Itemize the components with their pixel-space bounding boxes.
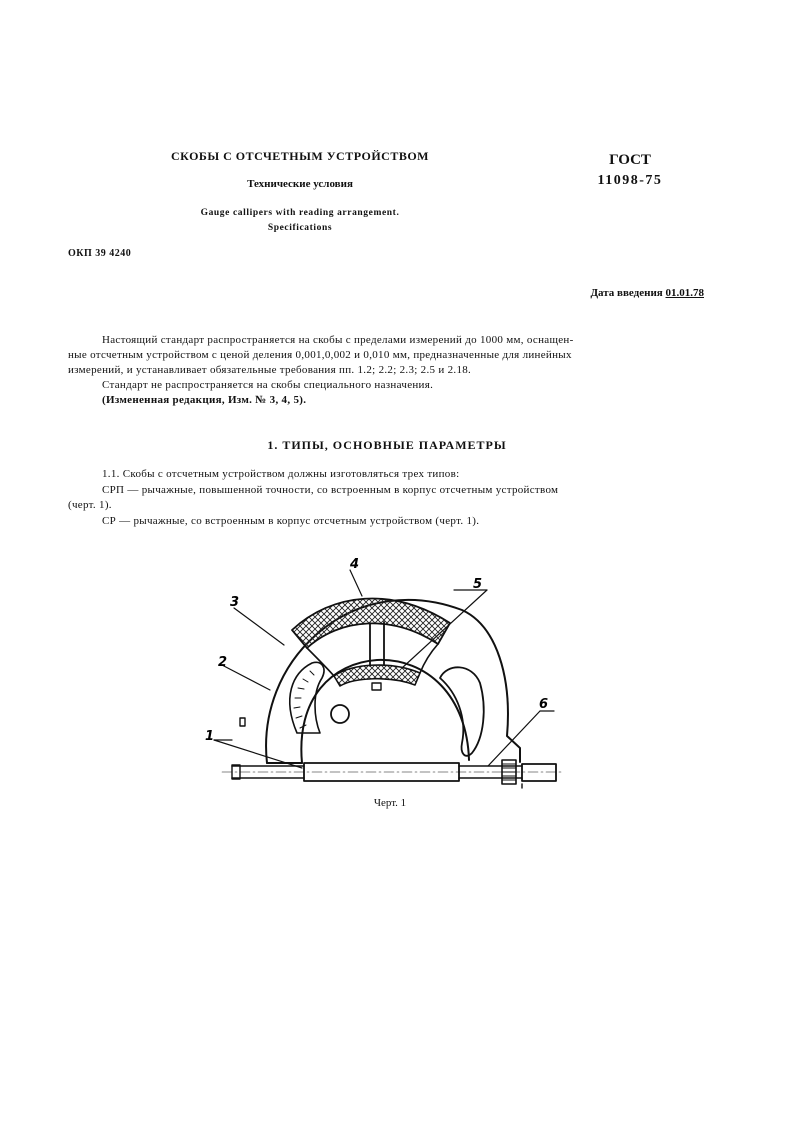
upper-lever-band (292, 599, 450, 648)
clause-srp-line2: (черт. 1). (68, 499, 112, 511)
clause-1-1: 1.1. Скобы с отсчетным устройством должны изготовляться трех типов: (102, 468, 460, 480)
document-subtitle: Технические условия (247, 178, 353, 190)
date-label: Дата введения (590, 287, 663, 299)
callout-4: 4 (350, 557, 360, 572)
right-window (440, 667, 484, 756)
section-1-title: 1. ТИПЫ, ОСНОВНЫЕ ПАРАМЕТРЫ (267, 438, 507, 452)
figure-caption: Черт. 1 (373, 797, 407, 809)
gost-label: ГОСТ (609, 152, 651, 168)
callout-1: 1 (205, 729, 215, 744)
english-title-line1: Gauge callipers with reading arrangement. (200, 208, 400, 218)
callout-3: 3 (230, 595, 240, 610)
adjust-screw (331, 705, 349, 723)
callout-2: 2 (218, 655, 228, 670)
date-value: 01.01.78 (665, 287, 704, 299)
document-title: СКОБЫ С ОТСЧЕТНЫМ УСТРОЙСТВОМ (171, 149, 429, 163)
caliper-drawing (205, 548, 562, 798)
gost-number: 11098-75 (597, 173, 663, 188)
callout-6: 6 (539, 697, 549, 712)
amendment-note: (Измененная редакция, Изм. № 3, 4, 5). (102, 394, 307, 406)
intro-line-4: Стандарт не распространяется на скобы специального назначения. (102, 379, 434, 391)
okp-code: ОКП 39 4240 (68, 248, 132, 259)
english-title-line2: Specifications (267, 223, 333, 233)
intro-line-3: измерений, и устанавливает обязательные требования пп. 1.2; 2.2; 2.3; 2.5 и 2.18. (68, 364, 472, 376)
clause-srp-line1: СРП — рычажные, повышенной точности, со встроенным в корпус отсчетным устройством (102, 484, 559, 496)
effective-date (590, 287, 704, 299)
callout-5: 5 (473, 577, 483, 592)
clause-sr: СР — рычажные, со встроенным в корпус отсчетным устройством (черт. 1). (102, 515, 480, 527)
intro-line-1: Настоящий стандарт распространяется на скобы с пределами измерений до 1000 мм, оснащен- (102, 334, 574, 346)
intro-line-2: ные отсчетным устройством с ценой деления 0,001,0,002 и 0,010 мм, предназначенные для линейных (68, 349, 572, 361)
